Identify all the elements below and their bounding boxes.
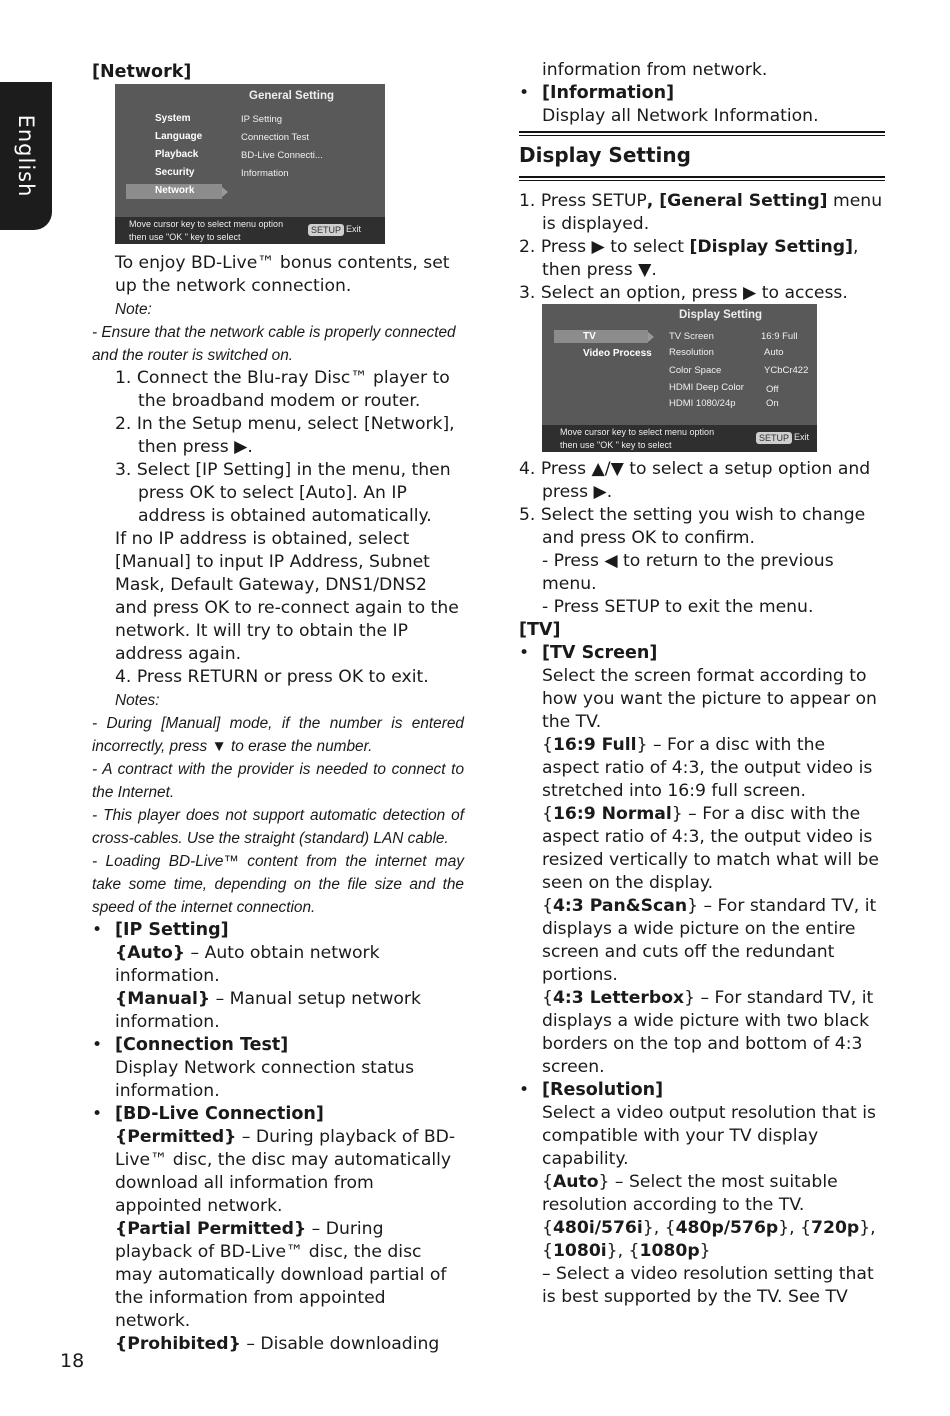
bullet-icon: • xyxy=(519,643,530,663)
menu-hint: Move cursor key to select menu option then use "OK " key to select xyxy=(129,219,284,242)
exit-label: Exit xyxy=(794,432,810,442)
display-row-label: Color Space xyxy=(669,365,722,376)
bullet-icon: • xyxy=(92,920,103,940)
display-step-3: 3. Select an option, press ▶ to access. xyxy=(519,283,848,303)
menu-title: General Setting xyxy=(249,90,334,102)
network-heading: [Network] xyxy=(92,62,192,82)
step-3-detail: If no IP address is obtained, select [Manual] to input IP Address, Subnet Mask, Default Gateway, DNS1/DNS2 and press OK to re-connect again to the network. It will try to obtain the IP address again. xyxy=(115,529,459,664)
connection-test-text: Display Network connection status information. xyxy=(115,1058,415,1101)
note-item: - This player does not support automatic detection of cross-cables. Use the straight (standard) LAN cable. xyxy=(92,807,464,847)
bullet-icon: • xyxy=(92,1035,103,1055)
connection-test-title: [Connection Test] xyxy=(115,1035,289,1055)
page-number: 18 xyxy=(60,1350,85,1372)
display-row-label: HDMI Deep Color xyxy=(669,382,744,393)
bdlive-title: [BD-Live Connection] xyxy=(115,1104,324,1124)
menu-cat-security: Security xyxy=(155,167,195,178)
step-4: 4. Press RETURN or press OK to exit. xyxy=(115,667,429,687)
connection-test-bullet xyxy=(92,1034,464,1103)
continued-text: information from network. xyxy=(542,60,768,80)
menu-opt-bdlive: BD-Live Connecti... xyxy=(241,150,323,161)
display-step-2: 2. Press ▶ to select [Display Setting], then press ▼. xyxy=(519,237,859,280)
display-step-5-exit: - Press SETUP to exit the menu. xyxy=(542,597,814,617)
step-1: 1. Connect the Blu-ray Disc™ player to the broadband modem or router. xyxy=(115,368,450,411)
display-step-5: 5. Select the setting you wish to change and press OK to confirm. xyxy=(519,505,866,548)
bullet-icon: • xyxy=(519,1080,530,1100)
display-row-value: YCbCr422 xyxy=(764,365,809,376)
language-tab-label: English xyxy=(14,114,38,198)
network-intro: To enjoy BD-Live™ bonus contents, set up the network connection. xyxy=(115,253,450,296)
display-setting-heading: Display Setting xyxy=(519,143,691,167)
note-item: - A contract with the provider is needed to connect to the Internet. xyxy=(92,761,464,801)
menu-cat-language: Language xyxy=(155,131,203,142)
note-item: - During [Manual] mode, if the number is entered incorrectly, press ▼ to erase the number. xyxy=(92,715,464,755)
section-rule-top xyxy=(519,131,885,136)
resolution-list: {480i/576i}, {480p/576p}, {720p}, {1080i}, {1080p} xyxy=(542,1218,876,1261)
display-setting-menu-screenshot xyxy=(542,304,817,452)
display-row-value: 16:9 Full xyxy=(761,331,798,342)
tv-screen-text: Select the screen format according to how you want the picture to appear on the TV. xyxy=(542,666,877,732)
menu-opt-ip-setting: IP Setting xyxy=(241,114,283,125)
step-2: 2. In the Setup menu, select [Network], then press ▶. xyxy=(115,414,455,457)
menu-cat-network: Network xyxy=(155,185,195,196)
section-rule-bottom xyxy=(519,176,885,181)
note-item: - Loading BD-Live™ content from the internet may take some time, depending on the file size and the speed of the internet connection. xyxy=(92,853,464,916)
menu-cat-playback: Playback xyxy=(155,149,199,160)
display-row-label: TV Screen xyxy=(669,331,714,342)
resolution-tail: – Select a video resolution setting that is best supported by the TV. See TV xyxy=(542,1264,874,1307)
display-step-1: 1. Press SETUP, [General Setting] menu is displayed. xyxy=(519,191,883,234)
display-menu-title: Display Setting xyxy=(679,309,763,321)
notes-label: Notes: xyxy=(115,692,160,709)
exit-label: Exit xyxy=(346,224,362,234)
menu-cat-system: System xyxy=(155,113,191,124)
step-3: 3. Select [IP Setting] in the menu, then press OK to select [Auto]. An IP address is obtained automatically. xyxy=(115,460,451,526)
display-step-5-return: - Press ◀ to return to the previous menu. xyxy=(542,551,834,594)
resolution-title: [Resolution] xyxy=(542,1080,664,1100)
note-label: Note: xyxy=(115,301,152,318)
information-text: Display all Network Information. xyxy=(542,106,819,126)
display-cat-tv: TV xyxy=(583,331,596,342)
bullet-icon: • xyxy=(92,1104,103,1124)
highlight-arrow-icon xyxy=(222,187,228,197)
setup-key-label: SETUP xyxy=(756,432,792,444)
display-menu-hint: Move cursor key to select menu option then use "OK " key to select xyxy=(560,427,715,450)
menu-opt-connection-test: Connection Test xyxy=(241,132,309,143)
general-setting-menu-screenshot xyxy=(115,84,385,244)
tv-screen-bullet: • [TV Screen] Select the screen format according to how you want the picture to appear on the TV. {16:9 Full} – For a disc with the aspect ratio of 4:3, the output video is stretched into 16:9 full screen. {16:9 Normal} – For a disc with the aspect ratio of 4:3, the output video is resized vertically to match what will be seen on the display. {4:3 Pan&Scan} – For standard TV, it displays a wide picture on the entire screen and cuts off the redundant portions. {4:3 Letterbox} – For standard TV, it displays a wide picture with two black borders on the top and bottom of 4:3 screen. xyxy=(519,642,885,1079)
menu-opt-information: Information xyxy=(241,168,289,179)
display-cat-video-process: Video Process xyxy=(583,348,652,359)
ip-setting-title: [IP Setting] xyxy=(115,920,229,940)
highlight-arrow-icon xyxy=(648,332,654,342)
language-side-tab xyxy=(0,82,52,230)
bullet-icon: • xyxy=(519,83,530,103)
display-row-label: Resolution xyxy=(669,347,714,358)
display-row-value: Auto xyxy=(764,347,784,358)
resolution-text: Select a video output resolution that is compatible with your TV display capability. xyxy=(542,1103,876,1169)
bdlive-bullet: • [BD-Live Connection] {Permitted} – During playback of BD-Live™ disc, the disc may automatically download all information from appointed network. {Partial Permitted} – During playback of BD-Live™ disc, the disc may automatically download partial of the information from appointed network. {Prohibited} – Disable downloading xyxy=(92,1103,464,1356)
display-row-label: HDMI 1080/24p xyxy=(669,398,736,409)
information-bullet xyxy=(519,82,885,128)
resolution-bullet: • [Resolution] Select a video output resolution that is compatible with your TV display capability. {Auto} – Select the most suitable resolution according to the TV. {480i/576i}, {480p/576p}, {720p}, {1080i}, {1080p} – Select a video resolution setting that is best supported by the TV. See TV xyxy=(519,1079,885,1309)
information-title: [Information] xyxy=(542,83,675,103)
setup-key-label: SETUP xyxy=(308,224,344,236)
note-text: - Ensure that the network cable is properly connected and the router is switched on. xyxy=(92,324,456,364)
display-menu-highlight xyxy=(554,330,648,343)
menu-footer xyxy=(115,217,385,244)
tv-heading: [TV] xyxy=(519,620,561,640)
display-row-value: Off xyxy=(766,384,779,395)
display-row-value: On xyxy=(766,398,779,409)
display-step-4: 4. Press ▲/▼ to select a setup option and press ▶. xyxy=(519,459,871,502)
display-menu-footer xyxy=(542,425,817,452)
ip-setting-bullet: • [IP Setting] {Auto} – Auto obtain network information. {Manual} – Manual setup network information. xyxy=(92,919,464,1034)
tv-screen-title: [TV Screen] xyxy=(542,643,658,663)
